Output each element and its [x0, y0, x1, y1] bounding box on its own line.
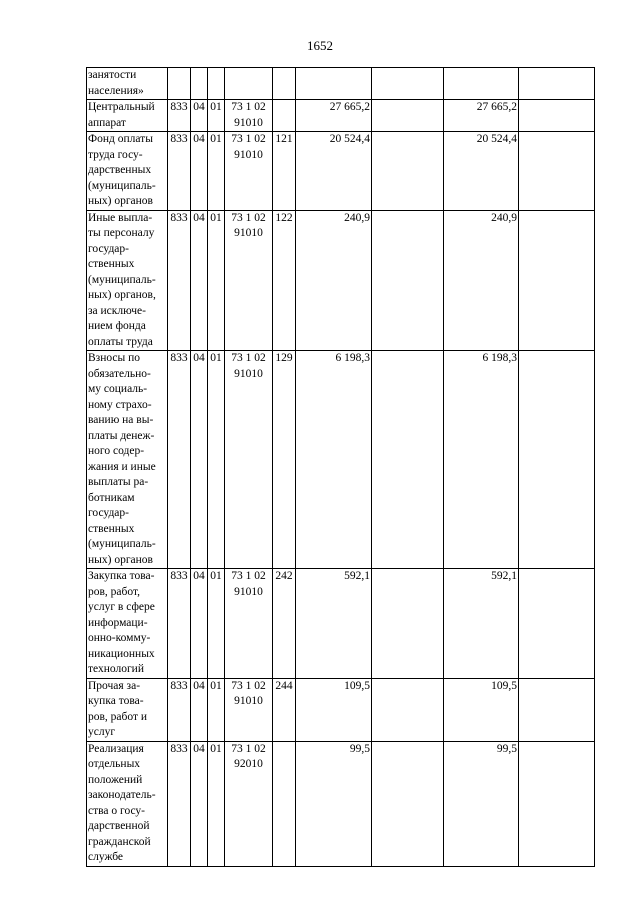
row-name: Иные выпла- ты персоналу государ- ственных (муниципаль- ных) органов, за исключе- нием фонда оплаты труда	[87, 210, 168, 351]
row-name: Прочая за- купка това- ров, работ и услуг	[87, 678, 168, 741]
sum-cell: 240,9	[296, 210, 372, 351]
csr-cell: 73 1 02 91010	[225, 678, 273, 741]
sum-cell: 6 198,3	[296, 351, 372, 569]
csr-cell: 73 1 02 91010	[225, 569, 273, 679]
rz-cell: 04	[191, 569, 208, 679]
pr-cell: 01	[208, 210, 225, 351]
ved-cell: 833	[168, 210, 191, 351]
row-name: Взносы по обязательно- му социаль- ному страхо- ванию на вы- платы денеж- ного содер- жания и иные выплаты ра- ботникам государ- ственных (муниципаль- ных) органов	[87, 351, 168, 569]
sum-cell	[444, 68, 519, 100]
rz-cell: 04	[191, 132, 208, 211]
pr-cell: 01	[208, 678, 225, 741]
pr-cell: 01	[208, 351, 225, 569]
sum-cell	[372, 100, 444, 132]
table-row	[87, 210, 595, 351]
table-row	[87, 569, 595, 679]
ved-cell	[168, 68, 191, 100]
sum-cell	[372, 351, 444, 569]
pr-cell	[208, 68, 225, 100]
sum-cell: 20 524,4	[444, 132, 519, 211]
pr-cell: 01	[208, 569, 225, 679]
row-name: Фонд оплаты труда госу- дарственных (муниципаль- ных) органов	[87, 132, 168, 211]
csr-cell: 73 1 02 91010	[225, 100, 273, 132]
sum-cell	[372, 678, 444, 741]
sum-cell	[372, 210, 444, 351]
rz-cell: 04	[191, 741, 208, 866]
vr-cell	[273, 741, 296, 866]
sum-cell	[519, 741, 595, 866]
rz-cell: 04	[191, 678, 208, 741]
csr-cell: 73 1 02 91010	[225, 210, 273, 351]
pr-cell: 01	[208, 100, 225, 132]
sum-cell: 99,5	[444, 741, 519, 866]
csr-cell: 73 1 02 91010	[225, 351, 273, 569]
sum-cell	[372, 132, 444, 211]
sum-cell: 109,5	[296, 678, 372, 741]
vr-cell: 122	[273, 210, 296, 351]
csr-cell: 73 1 02 91010	[225, 132, 273, 211]
table-row	[87, 100, 595, 132]
sum-cell	[519, 68, 595, 100]
ved-cell: 833	[168, 351, 191, 569]
sum-cell: 592,1	[296, 569, 372, 679]
row-name: Центральный аппарат	[87, 100, 168, 132]
ved-cell: 833	[168, 132, 191, 211]
ved-cell: 833	[168, 741, 191, 866]
sum-cell	[519, 569, 595, 679]
csr-cell: 73 1 02 92010	[225, 741, 273, 866]
sum-cell: 27 665,2	[444, 100, 519, 132]
sum-cell	[519, 100, 595, 132]
ved-cell: 833	[168, 678, 191, 741]
table-row	[87, 68, 595, 100]
page-number: 1652	[307, 38, 333, 53]
csr-cell	[225, 68, 273, 100]
sum-cell	[372, 68, 444, 100]
sum-cell	[519, 132, 595, 211]
rz-cell: 04	[191, 100, 208, 132]
budget-table	[86, 67, 595, 867]
sum-cell: 592,1	[444, 569, 519, 679]
rz-cell	[191, 68, 208, 100]
table-row	[87, 351, 595, 569]
rz-cell: 04	[191, 210, 208, 351]
sum-cell	[296, 68, 372, 100]
table-row	[87, 678, 595, 741]
table-row	[87, 132, 595, 211]
vr-cell: 129	[273, 351, 296, 569]
vr-cell: 121	[273, 132, 296, 211]
sum-cell	[519, 210, 595, 351]
sum-cell: 20 524,4	[296, 132, 372, 211]
pr-cell: 01	[208, 132, 225, 211]
vr-cell	[273, 68, 296, 100]
row-name: Реализация отдельных положений законодатель- ства о госу- дарственной гражданской службе	[87, 741, 168, 866]
sum-cell: 99,5	[296, 741, 372, 866]
sum-cell	[372, 741, 444, 866]
row-name: Закупка това- ров, работ, услуг в сфере информаци- онно-комму- никационных технологий	[87, 569, 168, 679]
vr-cell: 244	[273, 678, 296, 741]
sum-cell: 6 198,3	[444, 351, 519, 569]
sum-cell	[519, 678, 595, 741]
sum-cell: 109,5	[444, 678, 519, 741]
vr-cell: 242	[273, 569, 296, 679]
sum-cell: 27 665,2	[296, 100, 372, 132]
vr-cell	[273, 100, 296, 132]
rz-cell: 04	[191, 351, 208, 569]
ved-cell: 833	[168, 100, 191, 132]
row-name: занятости населения»	[87, 68, 168, 100]
sum-cell: 240,9	[444, 210, 519, 351]
sum-cell	[519, 351, 595, 569]
sum-cell	[372, 569, 444, 679]
ved-cell: 833	[168, 569, 191, 679]
pr-cell: 01	[208, 741, 225, 866]
table-row	[87, 741, 595, 866]
